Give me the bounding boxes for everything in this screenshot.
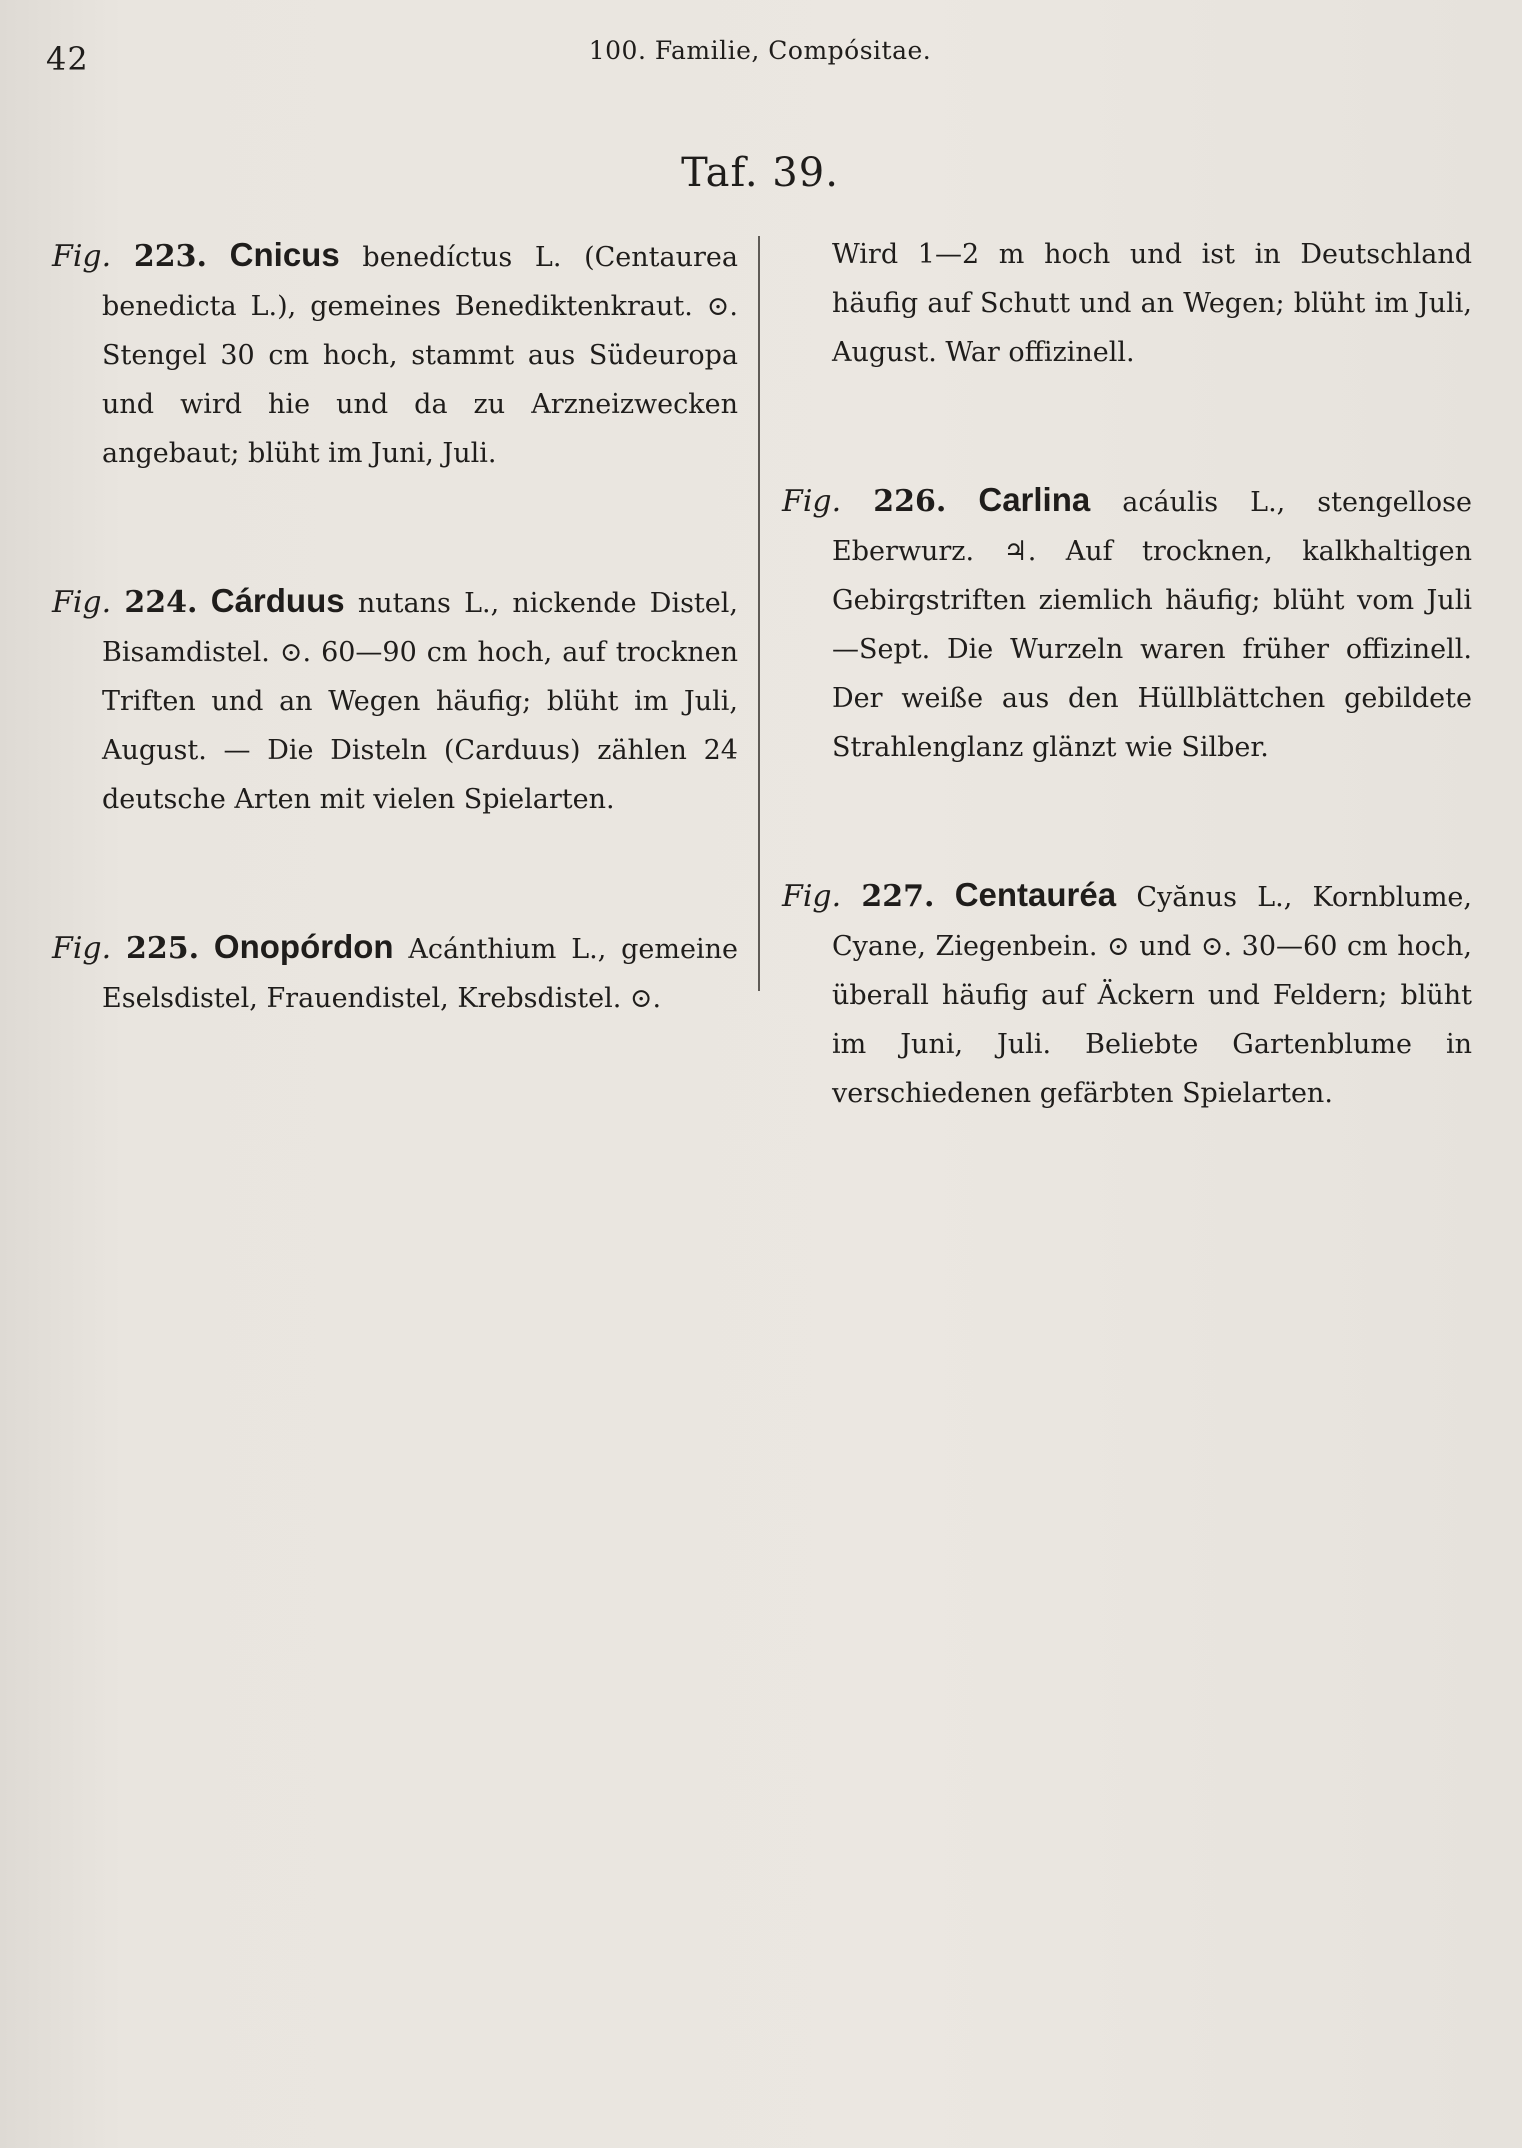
fig-number: 225.	[126, 931, 200, 966]
right-column	[782, 230, 1472, 1216]
entry-text: Acánthium L., gemeine Eselsdistel, Frauendistel, Krebsdistel. ⊙.	[102, 934, 738, 1014]
entry-fig-223	[52, 230, 738, 478]
entry-fig-224	[52, 576, 738, 824]
fig-label: Fig.	[52, 585, 112, 620]
fig-label: Fig.	[52, 931, 112, 966]
genus-name: Carlina	[978, 481, 1091, 518]
fig-number: 226.	[873, 484, 947, 519]
genus-name: Onopórdon	[213, 928, 394, 965]
page-number: 42	[46, 40, 89, 78]
entry-fig-227	[782, 870, 1472, 1118]
fig-number: 227.	[861, 879, 935, 914]
entry-text: nutans L., nickende Distel, Bisamdistel. ⊙. 60—90 cm hoch, auf trocknen Triften und an Wegen häufig; blüht im Juli, August. — Die Disteln (Carduus) zählen 24 deutsche Arten mit vielen Spielarten.	[102, 588, 738, 815]
fig-label: Fig.	[52, 239, 112, 274]
entry-text: benedíctus L. (Centaurea benedicta L.), gemeines Benediktenkraut. ⊙. Stengel 30 cm hoch, stammt aus Südeuropa und wird hie und da zu Arzneizwecken angebaut; blüht im Juni, Juli.	[102, 242, 738, 469]
entry-text: Cyănus L., Kornblume, Cyane, Ziegenbein. ⊙ und ⊙. 30—60 cm hoch, überall häufig auf Äckern und Feldern; blüht im Juni, Juli. Beliebte Gartenblume in verschiedenen gefärbten Spielarten.	[832, 882, 1472, 1109]
running-head: 100. Familie, Compósitae.	[588, 36, 932, 65]
left-column	[52, 230, 738, 1121]
fig-number: 224.	[124, 585, 198, 620]
genus-name: Centauréa	[954, 876, 1117, 913]
entry-fig-226	[782, 475, 1472, 772]
entry-fig-225-continuation	[782, 230, 1472, 377]
continuation-text: Wird 1—2 m hoch und ist in Deutschland häufig auf Schutt und an Wegen; blüht im Juli, August. War offizinell.	[832, 239, 1472, 368]
genus-name: Cárduus	[210, 582, 345, 619]
fig-label: Fig.	[782, 879, 842, 914]
genus-name: Cnicus	[229, 236, 340, 273]
column-divider	[758, 236, 760, 991]
plate-title: Taf. 39.	[681, 150, 839, 196]
entry-fig-225	[52, 922, 738, 1023]
entry-text: acáulis L., stengellose Eberwurz. ♃. Auf trocknen, kalkhaltigen Gebirgstriften ziemlich häufig; blüht vom Juli—Sept. Die Wurzeln waren früher offizinell. Der weiße aus den Hüllblättchen gebildete Strahlenglanz glänzt wie Silber.	[832, 487, 1473, 763]
fig-number: 223.	[133, 239, 207, 274]
fig-label: Fig.	[782, 484, 842, 519]
